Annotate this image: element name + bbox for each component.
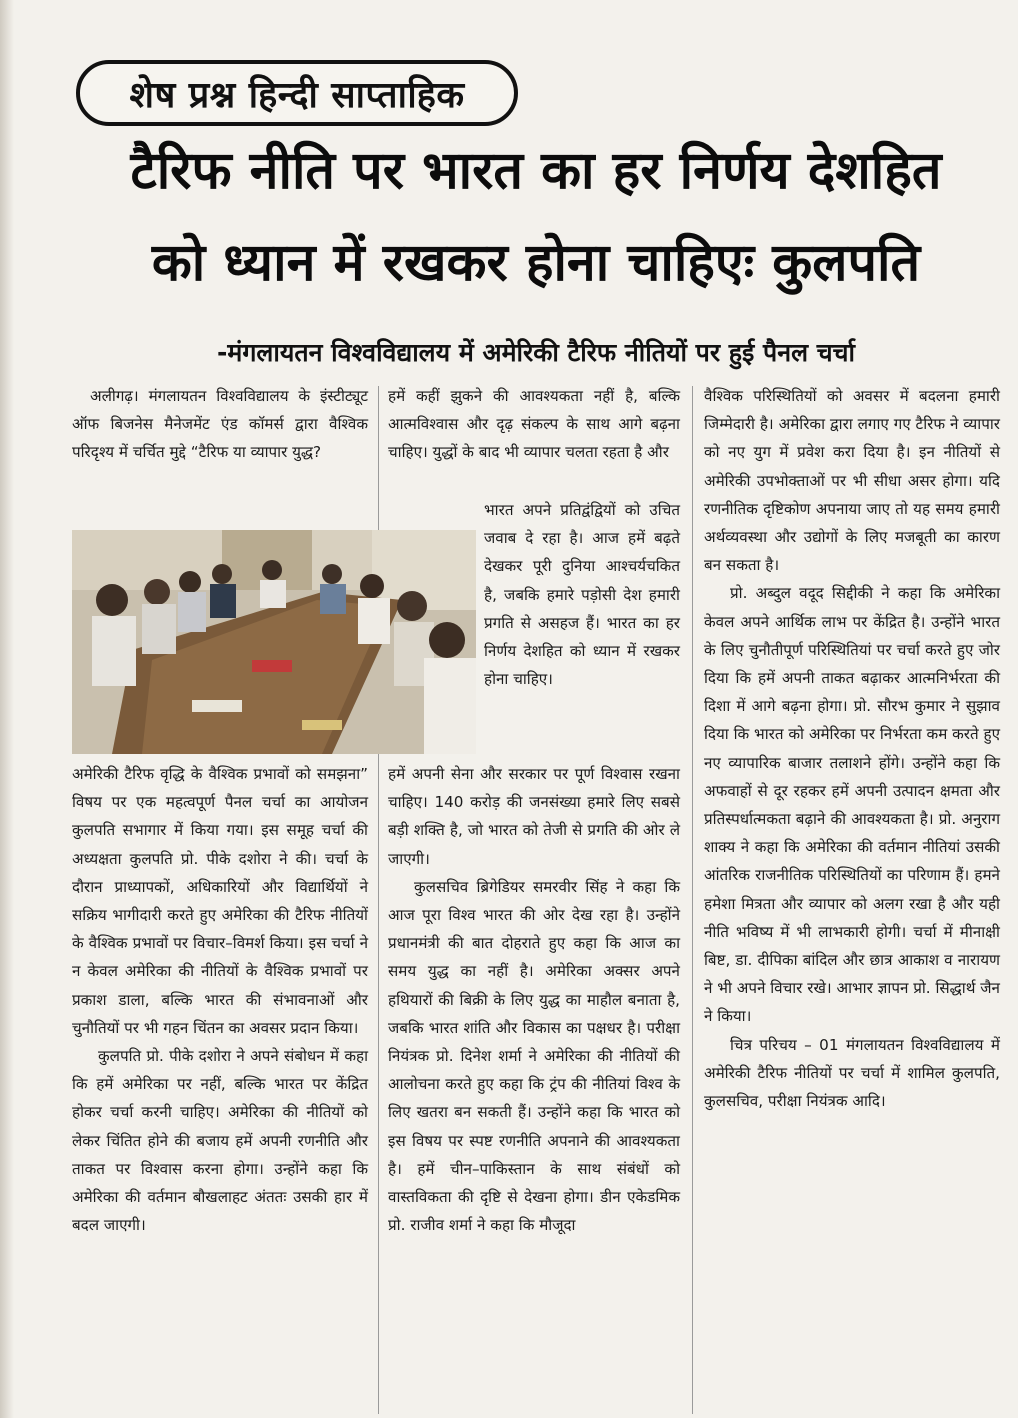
masthead: शेष प्रश्न हिन्दी साप्ताहिक — [76, 60, 518, 126]
column-3-paragraph-2: प्रो. अब्दुल वदूद सिद्दीकी ने कहा कि अमेरिका केवल अपने आर्थिक लाभ पर केंद्रित है। उन्होंने भारत के लिए चुनौतीपूर्ण परिस्थितियां पर चर्चा करते हुए जोर दिया कि हमें अपनी ताकत बढ़ाकर आत्मनिर्भरता की दिशा में आगे बढ़ना होगा। प्रो. सौरभ कुमार ने सुझाव दिया कि भारत को अमेरिका पर निर्भरता कम करते हुए नए व्यापारिक बाजार तलाशने होंगे। उन्होंने कहा कि अफवाहों से दूर रहकर हमें अपनी उत्पादन क्षमता और प्रतिस्पर्धात्मकता बढ़ाने की आवश्यकता है। प्रो. अनुराग शाक्य ने कहा कि अमेरिका की वर्तमान नीतियां उसकी आंतरिक राजनीतिक परिस्थितियों का परिणाम हैं। हमने हमेशा मित्रता और व्यापार को अलग रखा है और यही नीति भविष्य में भी लाभकारी होगी। चर्चा में मीनाक्षी बिष्ट, डा. दीपिका बांदिल और छात्र आकाश व नारायण ने भी अपने विचार रखे। आभार ज्ञापन प्रो. सिद्धार्थ जैन ने किया। — [704, 584, 1000, 1026]
subheadline: -मंगलायतन विश्वविद्यालय में अमेरिकी टैरिफ नीतियों पर हुई पैनल चर्चा — [217, 338, 855, 367]
column-2-paragraph-2: कुलसचिव ब्रिगेडियर समरवीर सिंह ने कहा कि आज पूरा विश्व भारत की ओर देख रहा है। उन्होंने प्रधानमंत्री की बात दोहराते हुए कहा कि आज का समय युद्ध का नहीं है। अमेरिका अक्सर अपने हथियारों की बिक्री के लिए युद्ध का माहौल बनाता है, जबकि भारत शांति और विकास का पक्षधर है। परीक्षा नियंत्रक प्रो. दिनेश शर्मा ने अमेरिका की नीतियों की आलोचना करते हुए कहा कि ट्रंप की नीतियां विश्व के लिए खतरा बन सकती हैं। उन्होंने कहा कि भारत को इस विषय पर स्पष्ट रणनीति अपनाने की आवश्यकता है। हमें चीन–पाकिस्तान के साथ संबंधों को वास्तविकता की दृष्टि से देखना होगा। डीन एकेडमिक प्रो. राजीव शर्मा ने कहा कि मौजूदा — [388, 877, 680, 1235]
column-2-photo-wrap-text: भारत अपने प्रतिद्वंद्वियों को उचित जवाब दे रहा है। आज हमें बढ़ते देखकर पूरी दुनिया आश्चर्यचकित है, जबकि हमारे पड़ोसी देश हमारी प्रगति से असहज हैं। भारत का हर निर्णय देशहित को ध्यान में रखकर होना चाहिए। — [484, 501, 680, 689]
page-edge-shadow — [0, 0, 14, 1418]
column-1-top — [72, 382, 368, 467]
column-2-bottom — [388, 760, 680, 1239]
headline-line-1: टैरिफ नीति पर भारत का हर निर्णय देशहित — [130, 141, 942, 201]
column-3-paragraph-1: वैश्विक परिस्थितियों को अवसर में बदलना हमारी जिम्मेदारी है। अमेरिका द्वारा लगाए गए टैरिफ ने व्यापार को नए युग में प्रवेश करा दिया है। इन नीतियों से अमेरिकी उपभोक्ताओं पर भी सीधा असर होगा। यदि रणनीतिक दृष्टिकोण अपनाया जाए तो यह समय हमारी अर्थव्यवस्था और उद्योगों के लिए मजबूती का कारण बन सकता है। — [704, 387, 1000, 575]
column-2-top — [388, 382, 680, 467]
photo-caption: चित्र परिचय – 01 मंगलायतन विश्वविद्यालय में अमेरिकी टैरिफ नीतियों पर चर्चा में शामिल कुलपति, कुलसचिव, परीक्षा नियंत्रक आदि। — [704, 1035, 1000, 1111]
column-divider-2 — [692, 386, 693, 1414]
column-1-lead: अलीगढ़। मंगलायतन विश्वविद्यालय के इंस्टीट्यूट ऑफ बिजनेस मैनेजमेंट एंड कॉमर्स द्वारा वैश्विक परिदृश्य में चर्चित मुद्दे “टैरिफ या व्यापार युद्ध? — [72, 387, 368, 462]
column-1-paragraph-1: अमेरिकी टैरिफ वृद्धि के वैश्विक प्रभावों को समझना” विषय पर एक महत्वपूर्ण पैनल चर्चा का आयोजन कुलपति सभागार में किया गया। इस समूह चर्चा की अध्यक्षता कुलपति प्रो. पीके दशोरा ने की। चर्चा के दौरान प्राध्यापकों, अधिकारियों और विद्यार्थियों ने सक्रिय भागीदारी करते हुए अमेरिका की टैरिफ नीतियों के वैश्विक प्रभावों पर विचार–विमर्श किया। इस चर्चा ने न केवल अमेरिका की नीतियों के वैश्विक प्रभावों पर प्रकाश डाला, बल्कि भारत की संभावनाओं और चुनौतियों पर भी गहन चिंतन का अवसर प्रदान किया। — [72, 765, 368, 1037]
meeting-photo-illustration — [72, 530, 476, 754]
event-photo — [72, 530, 476, 754]
headline-line-2: को ध्यान में रखकर होना चाहिएः कुलपति — [151, 233, 921, 293]
column-2-paragraph-1: हमें अपनी सेना और सरकार पर पूर्ण विश्वास रखना चाहिए। 140 करोड़ की जनसंख्या हमारे लिए सबसे बड़ी शक्ति है, जो भारत को तेजी से प्रगति की ओर ले जाएगी। — [388, 765, 680, 868]
column-1-paragraph-2: कुलपति प्रो. पीके दशोरा ने अपने संबोधन में कहा कि हमें अमेरिका पर नहीं, बल्कि भारत पर केंद्रित होकर चर्चा करनी चाहिए। अमेरिका की नीतियों को लेकर चिंतित होने की बजाय हमें अपनी रणनीति और ताकत पर विश्वास करना होगा। उन्होंने कहा कि अमेरिका की वर्तमान बौखलाहट अंततः उसकी हार में बदल जाएगी। — [72, 1047, 368, 1235]
column-3 — [704, 382, 1000, 1115]
column-2-beside-photo — [484, 496, 680, 693]
column-2-lead: हमें कहीं झुकने की आवश्यकता नहीं है, बल्कि आत्मविश्वास और दृढ़ संकल्प के साथ आगे बढ़ना चाहिए। युद्धों के बाद भी व्यापार चलता रहता है और — [388, 387, 680, 462]
column-1-bottom — [72, 760, 368, 1239]
